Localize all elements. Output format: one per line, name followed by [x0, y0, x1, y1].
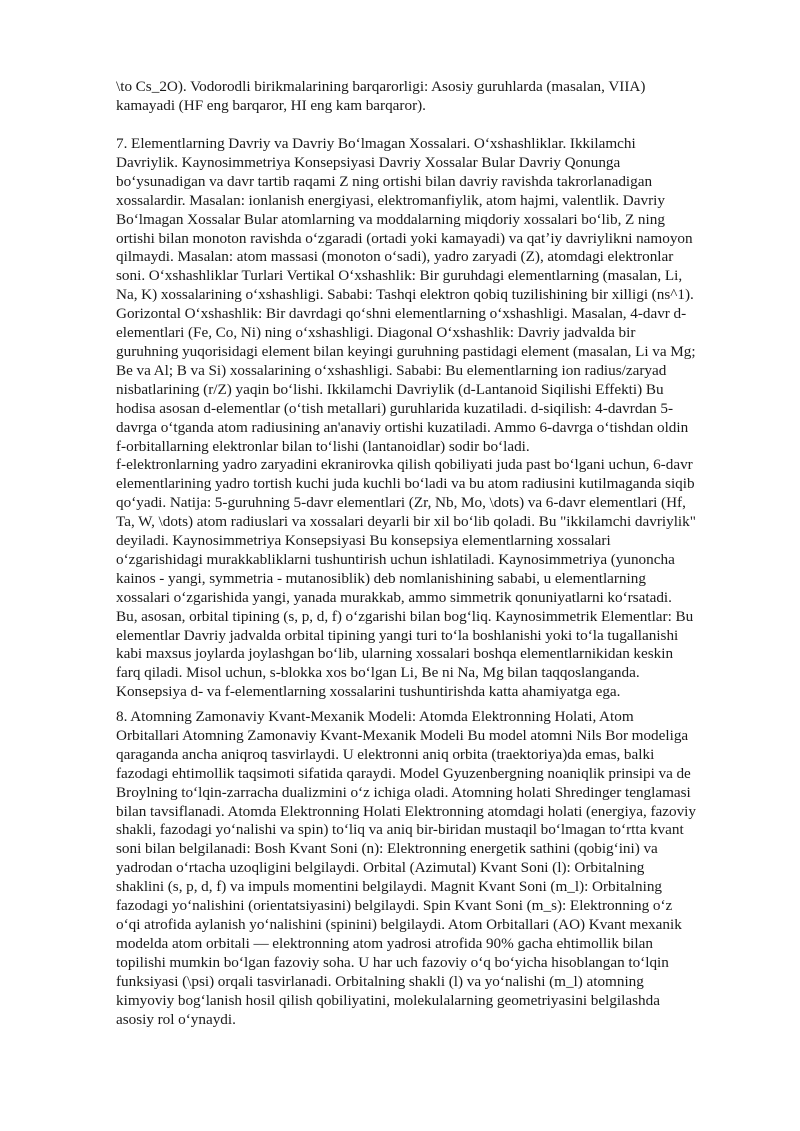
paragraph-continuation: \to Cs_2O). Vodorodli birikmalarining barqarorligi: Asosiy guruhlarda (masalan, VIIA) kamayadi (HF eng barqaror, HI eng kam barqaror).: [116, 78, 646, 114]
paragraph-section-7: 7. Elementlarning Davriy va Davriy Boʻlmagan Xossalari. Oʻxshashliklar. Ikkilamchi Davriylik. Kaynosimmetriya Konsepsiyasi Davriy Xossalar Bular Davriy Qonunga boʻysunadigan va davr tartib raqami Z ning ortishi bilan davriy ravishda takrorlanadigan xossalardir. Masalan: ionlanish energiyasi, elektromanfiylik, atom hajmi, valentlik. Davriy Boʻlmagan Xossalar Bular atomlarning va moddalarning miqdoriy xossalari boʻlib, Z ning ortishi bilan monoton ravishda oʻzgaradi (ortadi yoki kamayadi) va qatʼiy davriylikni namoyon qilmaydi. Masalan: atom massasi (monoton oʻsadi), yadro zaryadi (Z), atomdagi elektronlar soni. Oʻxshashliklar Turlari Vertikal Oʻxshashlik: Bir guruhdagi elementlarning (masalan, Li, Na, K) xossalarining oʻxshashligi. Sababi: Tashqi elektron qobiq tuzilishining bir xilligi (ns^1). Gorizontal Oʻxshashlik: Bir davrdagi qoʻshni elementlarning oʻxshashligi. Masalan, 4-davr d-elementlari (Fe, Co, Ni) ning oʻxshashligi. Diagonal Oʻxshashlik: Davriy jadvalda bir guruhning yuqorisidagi element bilan keyingi guruhning pastidagi element (masalan, Li va Mg; Be va Al; B va Si) xossalarining oʻxshashligi. Sababi: Bu elementlarning ion radius/zaryad nisbatlarining (r/Z) yaqin boʻlishi. Ikkilamchi Davriylik (d-Lantanoid Siqilishi Effekti) Bu hodisa asosan d-elementlar (oʻtish metallari) guruhlarida kuzatiladi. d-siqilish: 4-davrdan 5-davrga oʻtganda atom radiusining an'anaviy ortishi kuzatiladi. Ammo 6-davrga oʻtishdan oldin f-orbitallarning elektronlar bilan toʻlishi (lantanoidlar) sodir boʻladi. f-elektronlarning yadro zaryadini ekranirovka qilish qobiliyati juda past boʻlgani uchun, 6-davr elementlarining yadro tortish kuchi juda kuchli boʻladi va bu atom radiusini kutilmaganda siqib qoʻyadi. Natija: 5-guruhning 5-davr elementlari (Zr, Nb, Mo, \dots) va 6-davr elementlari (Hf, Ta, W, \dots) atom radiuslari va xossalari deyarli bir xil boʻlib qoladi. Bu "ikkilamchi davriylik" deyiladi. Kaynosimmetriya Konsepsiyasi Bu konsepsiya elementlarning xossalari oʻzgarishidagi murakkabliklarni tushuntirish uchun ishlatiladi. Kaynosimmetriya (yunoncha kainos - yangi, symmetria - mutanosiblik) deb nomlanishining sababi, u elementlarning xossalari oʻzgarishida yangi, yanada murakkab, ammo simmetrik qonuniyatlarni koʻrsatadi. Bu, asosan, orbital tipining (s, p, d, f) oʻzgarishi bilan bogʻliq. Kaynosimmetrik Elementlar: Bu elementlar Davriy jadvalda orbital tipining yangi turi toʻla boshlanishi yoki toʻla tugallanishi kabi maxsus joylarda joylashgan boʻlib, ularning xossalari boshqa elementlarnikidan keskin farq qiladi. Misol uchun, s-blokka xos boʻlgan Li, Be ni Na, Mg bilan taqqoslanganda. Konsepsiya d- va f-elementlarning xossalarini tushuntirishda katta ahamiyatga ega.: [116, 135, 696, 701]
paragraph-section-8: 8. Atomning Zamonaviy Kvant-Mexanik Modeli: Atomda Elektronning Holati, Atom Orbitallari Atomning Zamonaviy Kvant-Mexanik Modeli Bu model atomni Nils Bor modeliga qaraganda ancha aniqroq tasvirlaydi. U elektronni aniq orbita (traektoriya)da emas, balki fazodagi ehtimollik taqsimoti sifatida qaraydi. Model Gyuzenbergning noaniqlik prinsipi va de Broylning toʻlqin-zarracha dualizmini oʻz ichiga oladi. Atomning holati Shredinger tenglamasi bilan tavsiflanadi. Atomda Elektronning Holati Elektronning atomdagi holati (energiya, fazoviy shakli, fazodagi yoʻnalishi va spin) toʻliq va aniq bir-biridan mustaqil boʻlmagan toʻrtta kvant soni bilan belgilanadi: Bosh Kvant Soni (n): Elektronning energetik sathini (qobigʻini) va yadrodan oʻrtacha uzoqligini belgilaydi. Orbital (Azimutal) Kvant Soni (l): Orbitalning shaklini (s, p, d, f) va impuls momentini belgilaydi. Magnit Kvant Soni (m_l): Orbitalning fazodagi yoʻnalishini (orientatsiyasini) belgilaydi. Spin Kvant Soni (m_s): Elektronning oʻz oʻqi atrofida aylanish yoʻnalishini (spinini) belgilaydi. Atom Orbitallari (AO) Kvant mexanik modelda atom orbitali — elektronning atom yadrosi atrofida 90% gacha ehtimollik bilan topilishi mumkin boʻlgan fazoviy soha. U har uch fazoviy oʻq boʻyicha hisoblangan toʻlqin funksiyasi (\psi) orqali tasvirlanadi. Orbitalning shakli (l) va yoʻnalishi (m_l) atomning kimyoviy bogʻlanish hosil qilish qobiliyatini, molekulalarning geometriyasini belgilashda asosiy rol oʻynaydi.: [116, 708, 696, 1028]
